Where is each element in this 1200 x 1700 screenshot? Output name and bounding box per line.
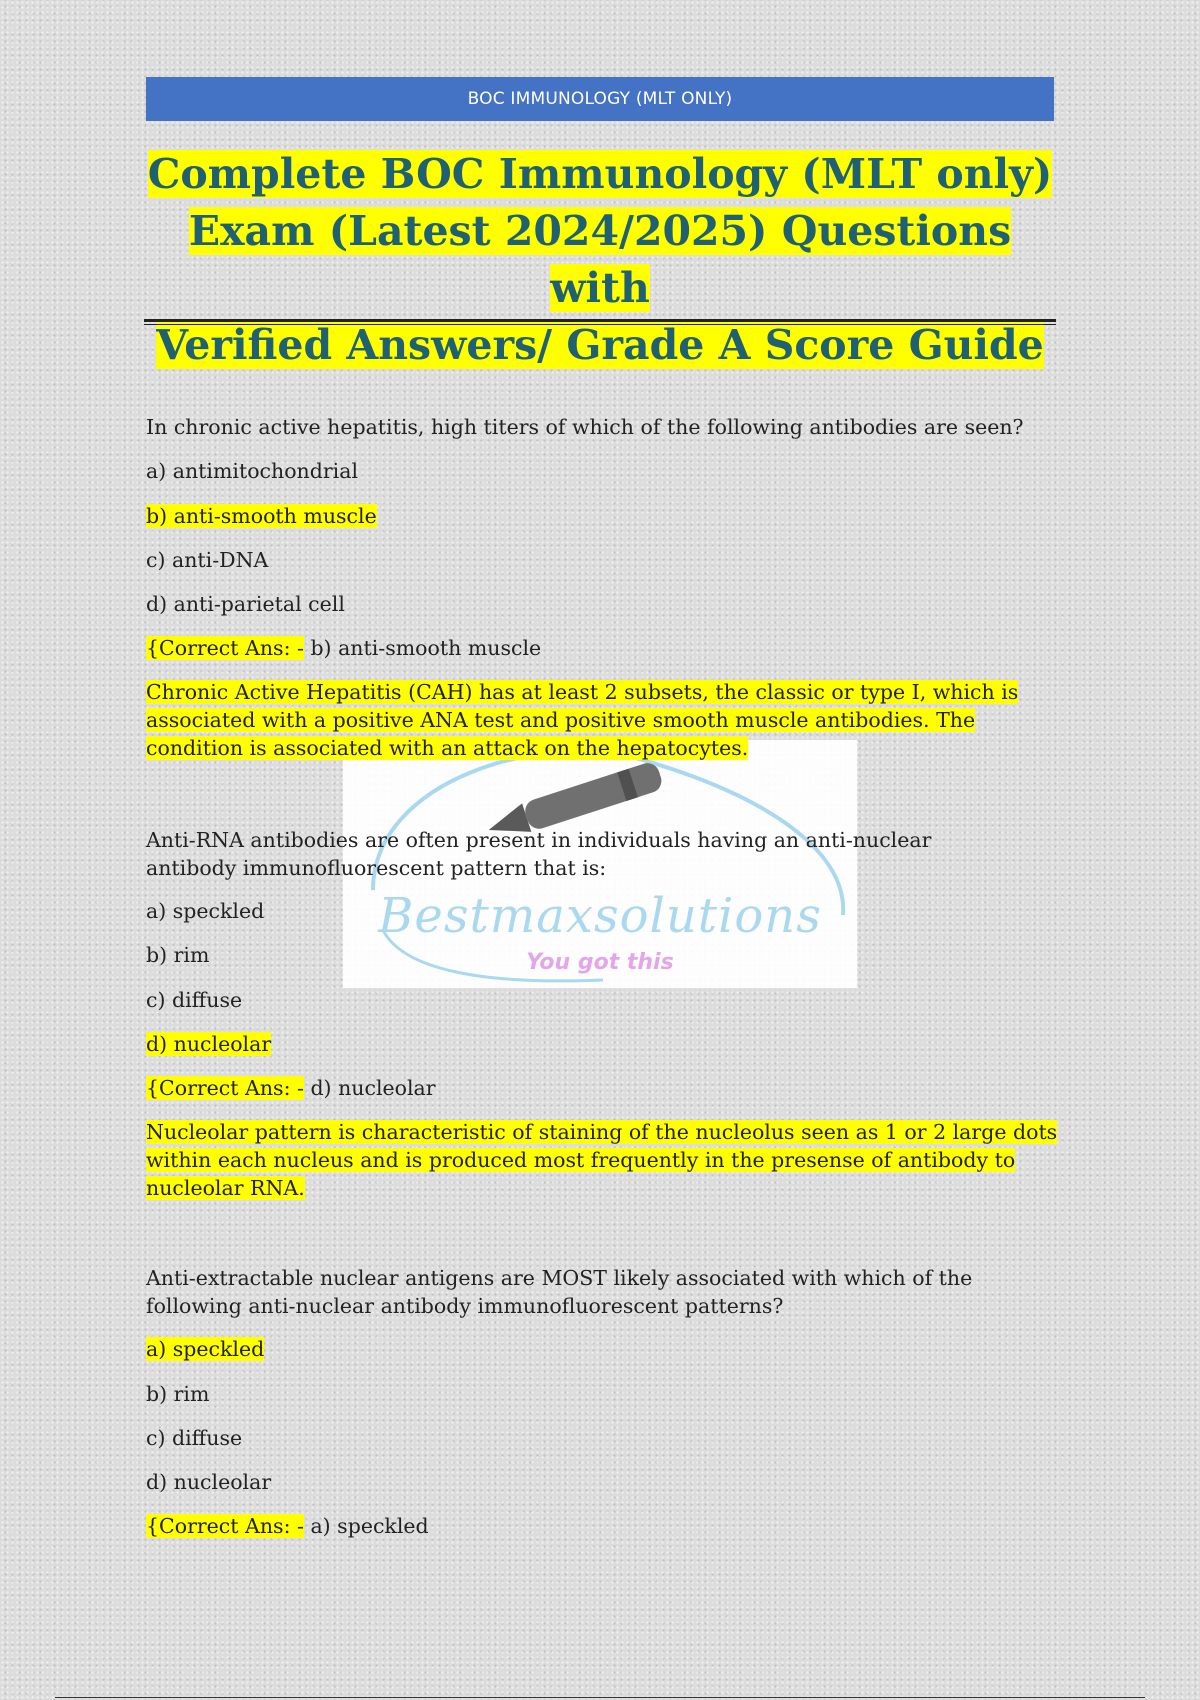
q1-correct-value: b) anti-smooth muscle: [303, 636, 542, 660]
q3-option-a-highlight: a) speckled: [146, 1337, 265, 1361]
q2-explanation-text: Nucleolar pattern is characteristic of staining of the nucleolus seen as 1 or 2 large dots within each nucleus and is produced most frequently in the presense of antibody to nucleolar RNA.: [146, 1120, 1058, 1200]
q2-option-d-highlight: d) nucleolar: [146, 1032, 272, 1056]
q1-option-b-highlight: b) anti-smooth muscle: [146, 504, 377, 528]
header-bar: [146, 77, 1054, 121]
q2-option-b: b) rim: [146, 943, 210, 967]
title-line-1: Complete BOC Immunology (MLT only): [147, 150, 1053, 198]
page-title: [144, 146, 1056, 374]
q2-option-d: [146, 1030, 271, 1058]
q1-option-c: c) anti-DNA: [146, 548, 269, 572]
q1-option-b: [146, 502, 377, 530]
q1-correct-prefix: {Correct Ans: -: [146, 636, 304, 660]
q2-option-c: c) diffuse: [146, 988, 243, 1012]
title-divider-thick: [144, 319, 1056, 322]
q1-option-d: d) anti-parietal cell: [146, 592, 345, 616]
watermark-tagline: You got this: [526, 950, 674, 975]
q3-correct-value: a) speckled: [303, 1514, 429, 1538]
title-line-2: Exam (Latest 2024/2025) Questions with: [188, 207, 1012, 312]
header-label: BOC IMMUNOLOGY (MLT ONLY): [467, 89, 733, 109]
q2-correct-value: d) nucleolar: [303, 1076, 436, 1100]
q1-explanation: [146, 678, 1066, 762]
q3-correct-answer: [146, 1512, 429, 1540]
q3-option-d: d) nucleolar: [146, 1470, 272, 1494]
q2-option-a: a) speckled: [146, 899, 265, 923]
q1-explanation-text: Chronic Active Hepatitis (CAH) has at least 2 subsets, the classic or type I, which is associated with a positive ANA test and positive smooth muscle antibodies. The condition is associated with an attack on the hepatocytes.: [146, 680, 1019, 760]
q2-correct-prefix: {Correct Ans: -: [146, 1076, 304, 1100]
q3-option-c: c) diffuse: [146, 1426, 243, 1450]
title-divider-thin: [144, 324, 1056, 325]
footer-divider: [55, 1697, 1145, 1698]
q3-correct-prefix: {Correct Ans: -: [146, 1514, 304, 1538]
q1-option-a: a) antimitochondrial: [146, 459, 359, 483]
title-line-3: Verified Answers/ Grade A Score Guide: [156, 321, 1044, 369]
watermark-brand-name: Bestmaxsolutions: [378, 888, 822, 944]
question-3-text: Anti-extractable nuclear antigens are MOST likely associated with which of the following anti-nuclear antibody immunofluorescent patterns?: [146, 1266, 973, 1318]
question-2-text: Anti-RNA antibodies are often present in individuals having an anti-nuclear antibody immunofluorescent pattern that is:: [146, 828, 932, 880]
q1-correct-answer: [146, 634, 541, 662]
question-1-text: In chronic active hepatitis, high titers of which of the following antibodies are seen?: [146, 415, 1024, 439]
q3-option-b: b) rim: [146, 1382, 210, 1406]
q3-option-a: [146, 1335, 264, 1363]
q2-correct-answer: [146, 1074, 436, 1102]
q2-explanation: [146, 1118, 1066, 1202]
